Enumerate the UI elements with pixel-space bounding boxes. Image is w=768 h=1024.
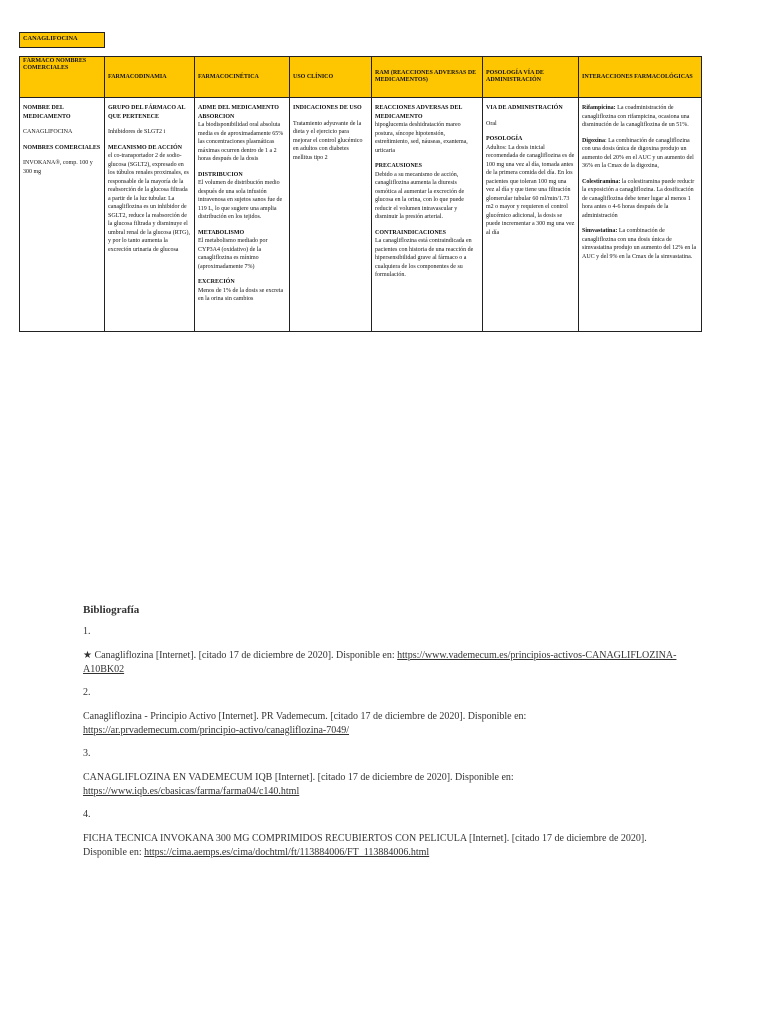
drug-label: Rifampicina: (582, 105, 616, 111)
reference-item (83, 649, 683, 677)
cell-text: La coadministración de canagliflozina con rifampicina, ocasiona una disminución de la canagliflozina de un 51%. (582, 105, 690, 128)
cell-text: La canagliflozina está contraindicada en pacientes con historia de una reacción de hipersensibilidad grave al fármaco o a cualquiera de los componentes de su formulación. (375, 238, 474, 278)
ref-number: 2. (83, 687, 91, 698)
cell-text: CANAGLIFOCINA (23, 129, 73, 135)
drug-label: Colestiramina: (582, 178, 621, 185)
header-farmaco: FÁRMACO NOMBRES COMERCIALES (20, 57, 105, 98)
ref-number: 1. (83, 626, 91, 637)
reference-text: Canagliflozina - Principio Activo [Internet]. PR Vademecum. [citado 17 de diciembre de 2020]. Disponible en: (83, 711, 527, 722)
cell-farmaco (20, 98, 105, 332)
cell-text: el co-transportador 2 de sodio-glucosa (SGLT2), expresado en los túbulos renales proximales, es responsable de la mayoría de la reabsorción de la glucosa filtrada a partir de la luz tubular. La canagliflozina es un inhibidor de SGLT2, reduce la reabsorción de la glucosa filtrada y disminuye el umbral renal de la glucosa (RTG), y por lo tanto aumenta la excreción urinaria de glucosa (108, 153, 190, 253)
drug-label: Simvastatina: (582, 228, 618, 234)
ref-number: 4. (83, 809, 91, 820)
cell-text: : La combinación de canagliflozina con una dosis única de digoxina produjo un aumento del 20% en el AUC y un aumento del 36% en la Cmax de la digoxina, (582, 137, 694, 169)
cell-heading: EXCRECIÓN (198, 279, 235, 285)
document-title: CANAGLIFOCINA (19, 32, 105, 48)
cell-interacciones (579, 98, 702, 332)
header-interacciones: INTERACCIONES FARMACOLÓGICAS (579, 57, 702, 98)
cell-heading: ABSORCION (198, 113, 235, 120)
cell-heading: VIA DE ADMINISTRACIÓN (486, 105, 563, 111)
cell-text: Adultos: La dosis inicial recomendada de canagliflozina es de 100 mg una vez al día, tomada antes de la primera comida del día. En los pacientes que toleran 100 mg una vez al día y que tiene una filtración glomerular tubular 60 ml/min/1.73 m2 o mayor y requieren el control glucémico adicional, la dosis se puede incrementar a 300 mg una vez al día (486, 144, 575, 236)
bibliography-heading: Bibliografía (83, 604, 140, 616)
cell-text: El volumen de distribución medio después de una sola infusión intravenosa en sujetos sanos fue de 119 L, lo que sugiere una amplia distribución en los tejidos. (198, 180, 283, 220)
cell-farmacodinamia (105, 98, 195, 332)
cell-heading: DISTRIBUCION (198, 171, 243, 178)
drug-label: Digoxina (582, 137, 606, 144)
cell-heading: REACCIONES ADVERSAS DEL MEDICAMENTO (375, 105, 463, 120)
cell-text: Inhibidores de SLGT2 i (108, 129, 166, 135)
cell-farmacocinetica (195, 98, 290, 332)
header-uso-clinico: USO CLÍNICO (290, 57, 372, 98)
reference-link[interactable]: https://ar.prvademecum.com/principio-activo/canagliflozina-7049/ (83, 725, 350, 736)
cell-heading: PRECAUSIONES (375, 163, 423, 169)
cell-heading: GRUPO DEL FÁRMACO AL QUE PERTENECE (108, 105, 186, 120)
reference-link[interactable]: https://www.vademecum.es/principios-activos-CANAGLIFLOZINA-A10BK02 (83, 650, 677, 675)
cell-heading: INDICACIONES DE USO (293, 105, 362, 111)
cell-heading: METABOLISMO (198, 229, 245, 236)
reference-link[interactable]: https://www.iqb.es/cbasicas/farma/farma04/c140.html (83, 786, 300, 797)
cell-text: Tratamiento adyuvante de la dieta y el ejercicio para mejorar el control glucémico en adultos con diabetes mellitus tipo 2 (293, 120, 363, 161)
cell-text: La combinación de canagliflozina con una dosis única de simvastatina produjo un aumento del 12% en la AUC y del 9% en la Cmax de la simvastatina. (582, 228, 697, 260)
cell-heading: CONTRAINDICACIONES (375, 229, 447, 236)
cell-text: INVOKANA®, comp. 100 y 300 mg (23, 160, 93, 175)
header-farmacocinetica: FARMACOCINÉTICA (195, 57, 290, 98)
cell-text: hipoglucemia deshidratación mareo postura, síncope hipotensión, estreñimiento, sed, náuseas, exantema, urticaria (375, 122, 468, 154)
ref-number: 3. (83, 748, 91, 759)
cell-heading: MECANISMO DE ACCIÓN (108, 144, 183, 151)
table-header-row (20, 57, 702, 98)
header-farmacodinamia: FARMACODINAMIA (105, 57, 195, 98)
cell-text: Debido a su mecanismo de acción, canagliflozina aumenta la diuresis osmótica al aumentar la excreción de glucosa en la orina, con lo que puede reducir el volumen intravascular y disminuir la presión arterial. (375, 171, 465, 220)
cell-heading: POSOLOGÍA (486, 136, 523, 142)
header-ram: RAM (REACCIONES ADVERSAS DE MEDICAMENTOS) (372, 57, 483, 98)
cell-text: La biodisponibilidad oral absoluta media es de aproximadamente 65% las concentraciones plasmáticas máximas ocurren dentro de 1 a 2 horas después de la dosis (198, 122, 284, 162)
reference-link[interactable]: https://cima.aemps.es/cima/dochtml/ft/113884006/FT_113884006.html (144, 847, 430, 858)
reference-text: ★ Canagliflozina [Internet]. [citado 17 de diciembre de 2020]. Disponible en: (83, 650, 395, 661)
cell-posologia (483, 98, 579, 332)
cell-heading: ADME DEL MEDICAMENTO (198, 105, 279, 111)
cell-text: Oral (486, 120, 497, 127)
table-body-row (20, 98, 702, 332)
reference-item (83, 710, 683, 738)
reference-item (83, 771, 683, 799)
cell-text: Menos de 1% de la dosis se excreta en la orina sin cambios (198, 287, 284, 302)
bibliography (83, 604, 683, 870)
cell-uso-clinico (290, 98, 372, 332)
reference-text: FICHA TECNICA INVOKANA 300 MG COMPRIMIDOS RECUBIERTOS CON PELICULA [Internet]. [citado 17 de diciembre de 2020]. Disponible en: (83, 833, 647, 858)
cell-heading: NOMBRES COMERCIALES (23, 144, 101, 151)
cell-heading: NOMBRE DEL MEDICAMENTO (23, 105, 71, 120)
cell-ram (372, 98, 483, 332)
reference-text: CANAGLIFLOZINA EN VADEMECUM IQB [Internet]. [citado 17 de diciembre de 2020]. Disponible en: (83, 772, 514, 783)
cell-text: El metabolismo mediado por CYP3A4 (oxidativo) de la canagliflozina es mínimo (aproximadamente 7%) (198, 238, 268, 270)
reference-item (83, 832, 683, 860)
header-posologia: POSOLOGÍA VÍA DE ADMINISTRACIÓN (483, 57, 579, 98)
drug-table (19, 56, 702, 332)
cell-text: la colestiramina puede reducir la exposición a canagliflozina. La dosificación de canagliflozina debe tener lugar al menos 1 hora antes o 4-6 horas después de la administración (582, 178, 695, 219)
